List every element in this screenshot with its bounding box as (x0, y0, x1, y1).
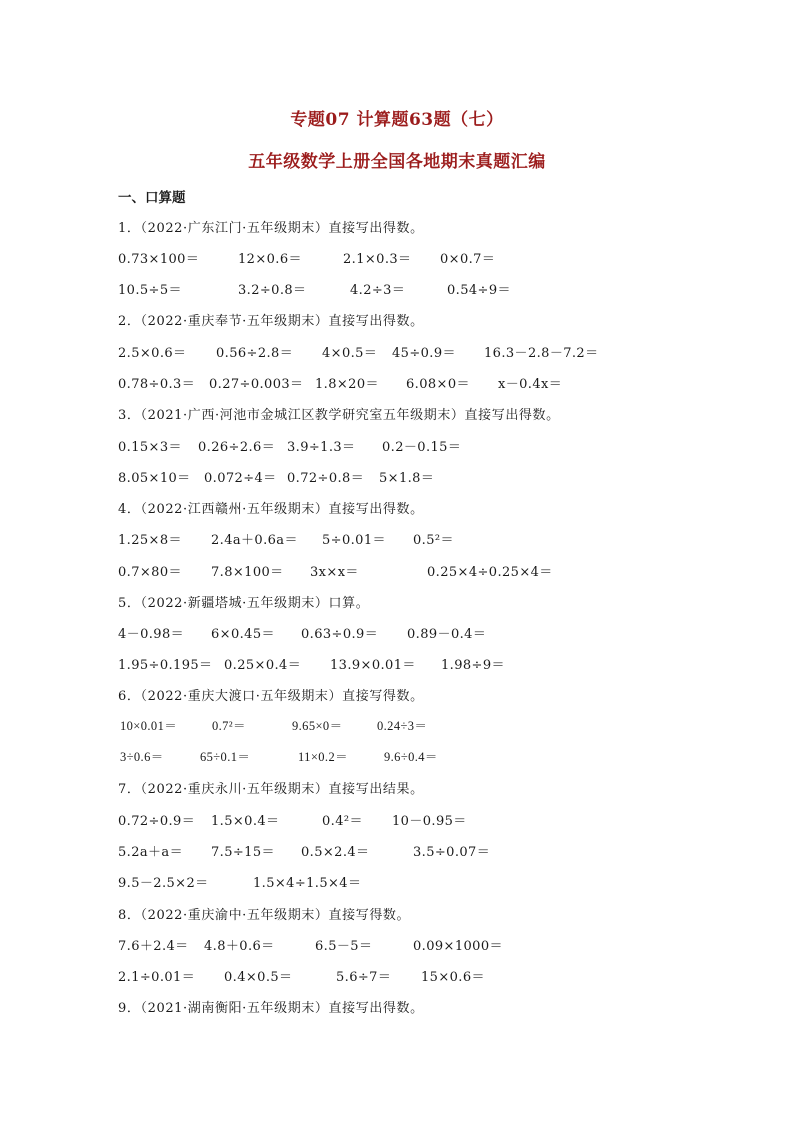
expression: 0.89－0.4＝ (407, 627, 487, 642)
expression: 0.78÷0.3＝ (118, 377, 196, 392)
expression: 4×0.5＝ (322, 346, 378, 361)
expression: 1.25×8＝ (118, 533, 182, 548)
question-prompt: 8．（2022·重庆渝中·五年级期末）直接写得数。 (118, 908, 411, 923)
expression: 0.56÷2.8＝ (216, 346, 294, 361)
expression: 3÷0.6＝ (120, 750, 164, 764)
expression: 0.54÷9＝ (447, 283, 511, 298)
expression: 8.05×10＝ (118, 471, 191, 486)
expression: 0.26÷2.6＝ (198, 440, 276, 455)
expression: 0.4²＝ (322, 814, 363, 829)
expression: 0.5×2.4＝ (301, 845, 370, 860)
expression: 3.9÷1.3＝ (287, 440, 356, 455)
expression: 3.5÷0.07＝ (413, 845, 491, 860)
expression: 10×0.01＝ (120, 719, 178, 733)
expression: 0.072÷4＝ (204, 471, 277, 486)
expression: 0.73×100＝ (118, 252, 200, 267)
expression: 10.5÷5＝ (118, 283, 182, 298)
expression: 0.7²＝ (212, 719, 246, 733)
expression: 7.5÷15＝ (211, 845, 275, 860)
expression: 9.65×0＝ (292, 719, 343, 733)
expression: 2.1÷0.01＝ (118, 970, 196, 985)
expression: 4－0.98＝ (118, 627, 185, 642)
expression: 13.9×0.01＝ (330, 658, 416, 673)
question-prompt: 4．（2022·江西赣州·五年级期末）直接写出得数。 (118, 502, 424, 517)
expression: 1.5×4÷1.5×4＝ (253, 876, 362, 891)
expression: 3.2÷0.8＝ (238, 283, 307, 298)
expression: 5.2a＋a＝ (118, 845, 183, 860)
expression: 4.8＋0.6＝ (204, 939, 275, 954)
question-prompt: 2．（2022·重庆奉节·五年级期末）直接写出得数。 (118, 314, 424, 329)
page-subtitle: 五年级数学上册全国各地期末真题汇编 (248, 152, 546, 172)
expression: 9.5－2.5×2＝ (118, 876, 209, 891)
expression: x－0.4x＝ (498, 377, 563, 392)
expression: 6.5－5＝ (315, 939, 373, 954)
expression: 45÷0.9＝ (392, 346, 456, 361)
section-heading: 一、口算题 (118, 190, 186, 206)
expression: 7.8×100＝ (211, 565, 284, 580)
expression: 0.25×0.4＝ (224, 658, 302, 673)
expression: 15×0.6＝ (421, 970, 485, 985)
expression: 0.5²＝ (413, 533, 454, 548)
expression: 1.8×20＝ (315, 377, 379, 392)
expression: 9.6÷0.4＝ (384, 750, 438, 764)
expression: 1.5×0.4＝ (211, 814, 280, 829)
expression: 0.72÷0.8＝ (287, 471, 365, 486)
page-title: 专题07 计算题63题（七） (290, 110, 504, 130)
expression: 2.5×0.6＝ (118, 346, 187, 361)
expression: 4.2÷3＝ (350, 283, 406, 298)
expression: 16.3－2.8－7.2＝ (484, 346, 599, 361)
expression: 11×0.2＝ (298, 750, 349, 764)
expression: 12×0.6＝ (238, 252, 302, 267)
expression: 6×0.45＝ (211, 627, 275, 642)
expression: 6.08×0＝ (406, 377, 470, 392)
expression: 7.6＋2.4＝ (118, 939, 189, 954)
question-prompt: 7．（2022·重庆永川·五年级期末）直接写出结果。 (118, 782, 424, 797)
question-prompt: 1．（2022·广东江门·五年级期末）直接写出得数。 (118, 221, 424, 236)
expression: 0.27÷0.003＝ (209, 377, 304, 392)
question-prompt: 6．（2022·重庆大渡口·五年级期末）直接写得数。 (118, 689, 424, 704)
expression: 65÷0.1＝ (200, 750, 251, 764)
expression: 1.98÷9＝ (441, 658, 505, 673)
expression: 0×0.7＝ (440, 252, 496, 267)
expression: 0.09×1000＝ (413, 939, 503, 954)
expression: 0.72÷0.9＝ (118, 814, 196, 829)
expression: 1.95÷0.195＝ (118, 658, 213, 673)
question-prompt: 5．（2022·新疆塔城·五年级期末）口算。 (118, 596, 370, 611)
expression: 10－0.95＝ (392, 814, 467, 829)
expression: 2.1×0.3＝ (343, 252, 412, 267)
expression: 0.4×0.5＝ (224, 970, 293, 985)
expression: 3x×x＝ (310, 565, 359, 580)
expression: 0.24÷3＝ (377, 719, 428, 733)
expression: 5÷0.01＝ (322, 533, 386, 548)
expression: 5.6÷7＝ (336, 970, 392, 985)
expression: 0.63÷0.9＝ (301, 627, 379, 642)
expression: 0.2－0.15＝ (382, 440, 462, 455)
question-prompt: 3．（2021·广西·河池市金城江区教学研究室五年级期末）直接写出得数。 (118, 408, 560, 423)
expression: 0.25×4÷0.25×4＝ (427, 565, 553, 580)
question-prompt: 9．（2021·湖南衡阳·五年级期末）直接写出得数。 (118, 1001, 424, 1016)
expression: 0.7×80＝ (118, 565, 182, 580)
expression: 2.4a＋0.6a＝ (211, 533, 298, 548)
expression: 0.15×3＝ (118, 440, 182, 455)
expression: 5×1.8＝ (379, 471, 435, 486)
